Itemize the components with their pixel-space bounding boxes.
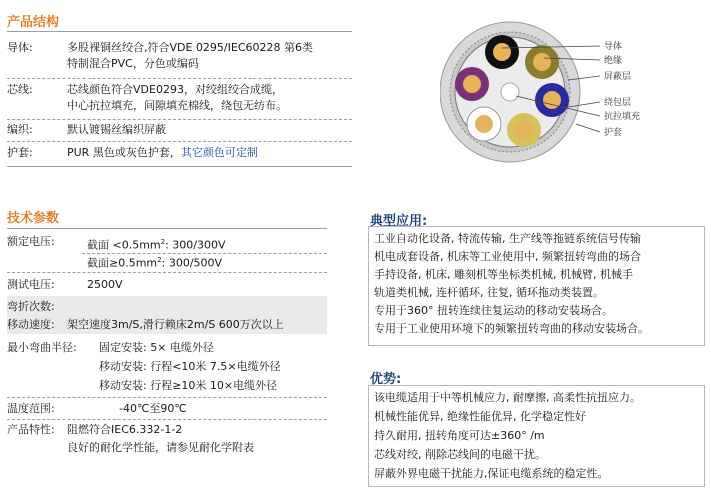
structure-row-conductor [7, 40, 352, 74]
row-value: 移动安装: 行程<10米 7.5×电缆外径 [99, 360, 281, 373]
conductor [533, 53, 551, 71]
row-value: 多股裸铜丝绞合,符合VDE 0295/IEC60228 第6类 [67, 41, 314, 54]
divider [82, 253, 327, 254]
center-filler [501, 83, 519, 101]
diagram-label-conductor: 导体 [604, 42, 623, 52]
divider [7, 78, 352, 79]
advantages-list [374, 390, 704, 482]
conductor [475, 115, 493, 133]
diagram-label-wrap: 绕包层 [604, 98, 632, 108]
application-line: 轨道类机械, 连杆循环, 往复, 循环拖动类装置。 [374, 286, 604, 299]
row-label: 最小弯曲半径: [7, 341, 77, 354]
structure-row-core [7, 82, 352, 116]
row-label: 芯线: [7, 83, 33, 96]
structure-row-jacket [7, 145, 352, 163]
row-label: 弯折次数: [7, 300, 55, 313]
application-line: 手持设备, 机床, 雕刻机等坐标类机械, 机械臂, 机械手 [374, 268, 633, 281]
tech-title: 技术参数 [7, 211, 60, 226]
divider [7, 31, 352, 32]
conductor [515, 121, 533, 139]
advantage-line: 持久耐用, 扭转角度可达±360° /m [374, 429, 545, 442]
row-value: 截面≥0.5mm [87, 256, 158, 270]
row-value: : 300/300V [165, 238, 226, 252]
superscript: 2 [157, 256, 162, 264]
row-value: 移动安装: 行程≥10米 10×电缆外径 [99, 379, 278, 392]
row-label: 测试电压: [7, 278, 55, 291]
custom-color-note: 其它颜色可定制 [180, 146, 258, 159]
row-label: 移动速度: [7, 318, 55, 331]
row-value: 截面 <0.5mm [87, 238, 161, 252]
divider [7, 141, 352, 142]
row-value: 架空速度3m/S,滑行赖床2m/S 600万次以上 [67, 318, 284, 331]
temperature-row [7, 401, 327, 419]
row-value: 芯线颜色符合VDE0293，对绞组绞合成缆， [67, 83, 283, 96]
advantage-line: 机械性能优异, 绝缘性能优异, 化学稳定性好 [374, 410, 586, 423]
row-label: 导体: [7, 41, 33, 54]
advantages-title: 优势: [370, 372, 402, 387]
structure-title: 产品结构 [7, 15, 60, 30]
row-value: 2500V [87, 278, 123, 291]
diagram-label-jacket: 护套 [604, 128, 623, 138]
row-value: -40℃至90℃ [119, 402, 187, 415]
application-line: 工业自动化设备, 特流传输, 生产线等拖链系统信号传输 [374, 232, 641, 245]
rated-voltage-row [7, 234, 327, 268]
structure-row-braid [7, 122, 352, 140]
min-radius-row [7, 340, 327, 396]
features-row [7, 422, 327, 458]
applications-title: 典型应用: [370, 214, 428, 229]
row-value: : 300/500V [161, 256, 223, 270]
row-value: 固定安装: 5× 电缆外径 [99, 341, 214, 354]
divider [7, 166, 352, 167]
row-label: 编织: [7, 123, 33, 136]
row-value: 阻燃符合IEC6.332-1-2 [67, 423, 183, 436]
advantage-line: 屏蔽外界电磁干扰能力,保证电缆系统的稳定性。 [374, 467, 609, 480]
advantage-line: 芯线对绞, 削除芯线间的电磁干扰。 [374, 448, 546, 461]
divider [7, 272, 327, 273]
advantage-line: 该电缆适用于中等机械应力, 耐摩擦, 高柔性抗扭应力。 [374, 391, 641, 404]
row-value: 中心抗拉填充，间隙填充棉线，绕包无纺布。 [67, 99, 287, 112]
conductor [463, 75, 481, 93]
row-label: 额定电压: [7, 235, 55, 248]
diagram-label-filler: 抗拉填充 [604, 112, 641, 122]
application-line: 专用于360° 扭转连续往复运动的移动安装场合。 [374, 304, 613, 317]
conductor [493, 43, 511, 61]
row-label: 产品特性: [7, 423, 55, 436]
applications-list [374, 231, 704, 337]
diagram-label-insulation: 绝缘 [604, 56, 623, 66]
row-label: 温度范围: [7, 402, 55, 415]
application-line: 机电成套设备, 机床等工业使用中, 频繁扭转弯曲的场合 [374, 250, 641, 263]
diagram-label-shield: 屏蔽层 [604, 72, 632, 82]
divider [7, 119, 352, 120]
bend-cycles-row [7, 299, 327, 317]
cable-cross-section-diagram [440, 20, 670, 165]
row-value: 特制混合PVC，分色或编码 [67, 57, 199, 70]
row-value: 默认镀锡丝编织屏蔽 [67, 123, 166, 136]
row-value: PUR 黑色或灰色护套， [67, 146, 181, 159]
row-label: 护套: [7, 146, 33, 159]
divider [7, 228, 327, 229]
divider [7, 397, 327, 398]
speed-row [7, 317, 327, 335]
test-voltage-row [7, 277, 327, 295]
superscript: 2 [160, 238, 166, 246]
row-value: 良好的耐化学性能，请参见耐化学附表 [67, 441, 254, 454]
divider [7, 419, 327, 420]
application-line: 专用于工业使用环境下的频繁扭转弯曲的移动安装场合。 [374, 322, 649, 335]
